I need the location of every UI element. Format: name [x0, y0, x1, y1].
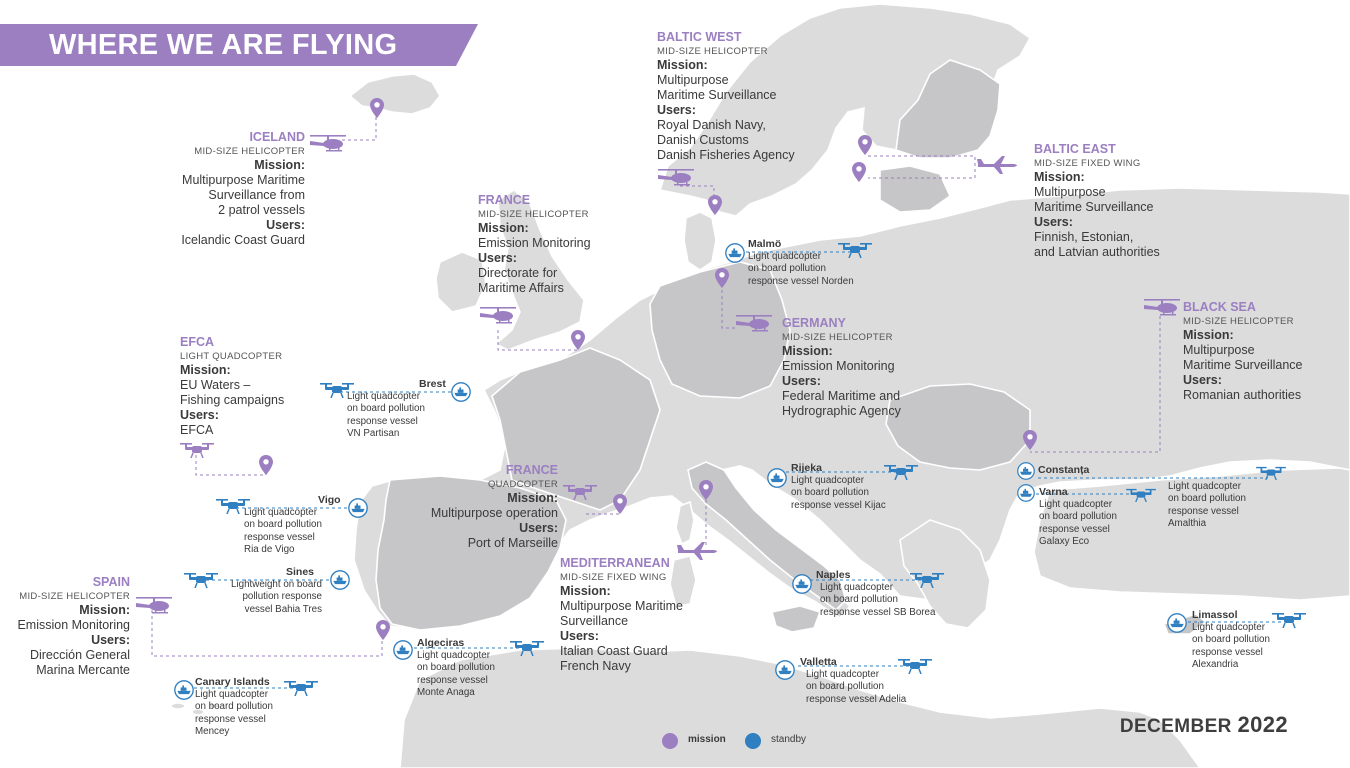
standby-amalthia [1168, 481, 1246, 531]
standby-line: Light quadcopter [748, 251, 821, 262]
mission-name: EFCA [180, 335, 215, 349]
ship-icon [793, 575, 811, 593]
users-line: EFCA [180, 423, 214, 437]
mission-line: Multipurpose [1183, 343, 1255, 357]
mission-line: EU Waters – [180, 378, 251, 392]
ship-icon [768, 469, 786, 487]
mission-germany [782, 316, 901, 419]
standby-line: VN Partisan [347, 428, 400, 440]
mission-name: BALTIC EAST [1034, 142, 1116, 156]
users-line: Dirección General [29, 648, 130, 662]
standby-sines [214, 566, 322, 616]
mission-type: LIGHT QUADCOPTER [180, 351, 283, 362]
date-year: 2022 [1237, 712, 1288, 737]
users-label: Users: [1034, 215, 1073, 229]
standby-name: Constanța [1038, 464, 1090, 476]
quadcopter-icon [284, 681, 318, 696]
mission-france-south [431, 463, 558, 551]
users-label: Users: [1183, 373, 1222, 387]
users-label: Users: [782, 374, 821, 388]
standby-line: response vessel [347, 415, 418, 427]
standby-line: Alexandria [1192, 659, 1239, 671]
mission-line: Surveillance [560, 614, 629, 628]
mission-baltic-west [657, 30, 795, 163]
standby-limassol [1192, 609, 1270, 672]
standby-line: Lightweight on board [231, 579, 322, 590]
standby-line: on board pollution [417, 662, 495, 674]
standby-line: response vessel Adelia [806, 693, 907, 705]
standby-line: on board pollution [1168, 493, 1246, 505]
pin-icon [376, 620, 390, 640]
standby-line: on board pollution [791, 487, 869, 499]
standby-line: Mencey [195, 726, 230, 738]
pin-icon [852, 162, 866, 182]
mission-line: Surveillance from [208, 188, 305, 202]
standby-line: Light quadcopter [791, 475, 864, 486]
mission-type: MID-SIZE HELICOPTER [194, 146, 305, 157]
standby-line: response vessel [1039, 523, 1110, 535]
fixed-wing-icon [977, 156, 1017, 174]
mission-line: Multipurpose [657, 73, 729, 87]
standby-line: on board pollution [1039, 511, 1117, 523]
mission-line: Emission Monitoring [17, 618, 130, 632]
standby-line: Galaxy Eco [1039, 536, 1090, 548]
users-label: Users: [91, 633, 130, 647]
users-line: Maritime Affairs [478, 281, 564, 295]
mission-baltic-east [1034, 142, 1160, 260]
mission-label: Mission: [507, 491, 558, 505]
standby-line: Light quadcopter [806, 669, 879, 680]
users-line: Danish Customs [657, 133, 749, 147]
mission-black-sea [1183, 300, 1302, 403]
standby-vigo [244, 494, 341, 557]
mission-line: Multipurpose [1034, 185, 1106, 199]
users-line: Royal Danish Navy, [657, 118, 766, 132]
standby-line: Light quadcopter [1168, 481, 1241, 492]
mission-name: SPAIN [92, 575, 130, 589]
standby-line: response vessel SB Borea [820, 606, 936, 618]
users-line: Hydrographic Agency [782, 404, 901, 418]
standby-line: response vessel [1192, 646, 1263, 658]
standby-line: vessel Bahia Tres [244, 603, 322, 615]
ship-icon [776, 661, 794, 679]
mission-type: MID-SIZE HELICOPTER [478, 209, 589, 220]
standby-valletta [800, 656, 906, 706]
pin-icon [259, 455, 273, 475]
standby-line: Monte Anaga [417, 687, 475, 699]
mission-label: Mission: [478, 221, 529, 235]
mission-label: Mission: [782, 344, 833, 358]
standby-name: Vigo [318, 494, 341, 506]
standby-line: Light quadcopter [195, 689, 268, 700]
standby-line: Light quadcopter [820, 582, 893, 593]
standby-name: Limassol [1192, 609, 1238, 621]
standby-legend-label: standby [771, 734, 807, 745]
standby-name: Canary Islands [195, 676, 270, 688]
pin-icon [858, 135, 872, 155]
standby-name: Varna [1039, 486, 1068, 498]
mission-line: 2 patrol vessels [218, 203, 305, 217]
ship-icon [175, 681, 193, 699]
ship-icon [726, 244, 744, 262]
standby-line: response vessel [195, 713, 266, 725]
standby-legend-dot [745, 733, 761, 749]
mission-name: MEDITERRANEAN [560, 556, 670, 570]
users-label: Users: [657, 103, 696, 117]
ship-icon [394, 641, 412, 659]
standby-line: Light quadcopter [244, 507, 317, 518]
users-label: Users: [180, 408, 219, 422]
pin-icon [370, 98, 384, 118]
standby-line: pollution response [242, 591, 322, 603]
users-line: French Navy [560, 659, 631, 673]
mission-type: MID-SIZE HELICOPTER [657, 46, 768, 57]
mission-label: Mission: [657, 58, 708, 72]
standby-line: on board pollution [820, 594, 898, 606]
mission-label: Mission: [1183, 328, 1234, 342]
standby-name: Malmö [748, 238, 782, 250]
users-label: Users: [266, 218, 305, 232]
users-line: Italian Coast Guard [560, 644, 668, 658]
mission-label: Mission: [254, 158, 305, 172]
mission-name: FRANCE [505, 463, 558, 477]
standby-line: on board pollution [1192, 634, 1270, 646]
standby-line: response vessel Norden [748, 275, 854, 287]
helicopter-icon [310, 135, 346, 152]
ship-icon [331, 571, 349, 589]
mission-spain [17, 575, 130, 678]
standby-line: Ria de Vigo [244, 544, 295, 556]
quadcopter-icon [1272, 613, 1306, 628]
mission-line: Fishing campaigns [180, 393, 285, 407]
ship-icon [349, 499, 367, 517]
mission-name: ICELAND [249, 130, 305, 144]
users-line: Finnish, Estonian, [1034, 230, 1134, 244]
mission-legend-dot [662, 733, 678, 749]
standby-line: Light quadcopter [347, 391, 420, 402]
standby-line: response vessel Kijac [791, 499, 886, 511]
mission-france-north [478, 193, 591, 296]
users-line: Federal Maritime and [782, 389, 901, 403]
mission-legend-label: mission [688, 734, 726, 745]
ship-icon [452, 383, 470, 401]
mission-type: MID-SIZE HELICOPTER [782, 332, 893, 343]
mission-type: MID-SIZE FIXED WING [560, 572, 667, 583]
users-label: Users: [478, 251, 517, 265]
users-line: and Latvian authorities [1034, 245, 1160, 259]
standby-name: Naples [816, 569, 851, 581]
mission-label: Mission: [79, 603, 130, 617]
mission-line: Maritime Surveillance [657, 88, 777, 102]
ship-icon [1018, 485, 1035, 502]
mission-type: MID-SIZE FIXED WING [1034, 158, 1141, 169]
standby-line: Amalthia [1168, 518, 1207, 530]
standby-name: Sines [285, 566, 314, 578]
standby-constanta [1038, 464, 1089, 477]
standby-line: on board pollution [244, 519, 322, 531]
standby-varna [1039, 486, 1117, 549]
standby-name: Brest [419, 378, 446, 390]
mission-line: Multipurpose Maritime [182, 173, 305, 187]
standby-name: Rijeka [791, 462, 822, 474]
helicopter-icon [480, 307, 516, 324]
users-line: Directorate for [478, 266, 558, 280]
standby-line: on board pollution [195, 701, 273, 713]
standby-line: Light quadcopter [1192, 622, 1265, 633]
users-label: Users: [519, 521, 558, 535]
mission-efca [180, 335, 284, 438]
standby-line: on board pollution [347, 403, 425, 415]
mission-line: Multipurpose Maritime [560, 599, 683, 613]
users-line: Romanian authorities [1183, 388, 1302, 402]
users-line: Port of Marseille [467, 536, 558, 550]
mission-label: Mission: [1034, 170, 1085, 184]
standby-line: response vessel [244, 531, 315, 543]
helicopter-icon [136, 597, 172, 614]
ship-icon [1018, 463, 1035, 480]
mission-label: Mission: [180, 363, 231, 377]
standby-rijeka [791, 462, 886, 512]
standby-line: on board pollution [806, 681, 884, 693]
ship-icon [1168, 614, 1186, 632]
page-title: WHERE WE ARE FLYING [49, 29, 398, 61]
users-line: Danish Fisheries Agency [657, 148, 795, 162]
mission-line: Maritime Surveillance [1034, 200, 1154, 214]
date-label [1120, 712, 1288, 738]
mission-mediterranean [560, 556, 683, 674]
quadcopter-icon [180, 443, 214, 458]
standby-canary [195, 676, 273, 739]
standby-line: response vessel [1168, 505, 1239, 517]
mission-line: Emission Monitoring [782, 359, 895, 373]
mission-line: Emission Monitoring [478, 236, 591, 250]
mission-line: Maritime Surveillance [1183, 358, 1303, 372]
users-label: Users: [560, 629, 599, 643]
standby-brest [347, 378, 446, 441]
mission-name: BALTIC WEST [657, 30, 742, 44]
standby-name: Algeciras [417, 637, 465, 649]
standby-malmo [748, 238, 854, 288]
mission-type: QUADCOPTER [487, 479, 558, 490]
mission-name: BLACK SEA [1183, 300, 1256, 314]
standby-line: response vessel [417, 674, 488, 686]
mission-type: MID-SIZE HELICOPTER [19, 591, 130, 602]
mission-name: GERMANY [782, 316, 846, 330]
mission-label: Mission: [560, 584, 611, 598]
standby-algeciras [417, 637, 495, 700]
date-month: DECEMBER [1119, 716, 1232, 737]
standby-line: on board pollution [748, 263, 826, 275]
standby-line: Light quadcopter [1039, 499, 1112, 510]
standby-name: Valletta [800, 656, 837, 668]
mission-type: MID-SIZE HELICOPTER [1183, 316, 1294, 327]
users-line: Marina Mercante [36, 663, 130, 677]
mission-iceland [181, 130, 305, 248]
standby-naples [816, 569, 935, 619]
mission-name: FRANCE [478, 193, 531, 207]
users-line: Icelandic Coast Guard [181, 233, 305, 247]
mission-line: Multipurpose operation [430, 506, 558, 520]
standby-line: Light quadcopter [417, 650, 490, 661]
